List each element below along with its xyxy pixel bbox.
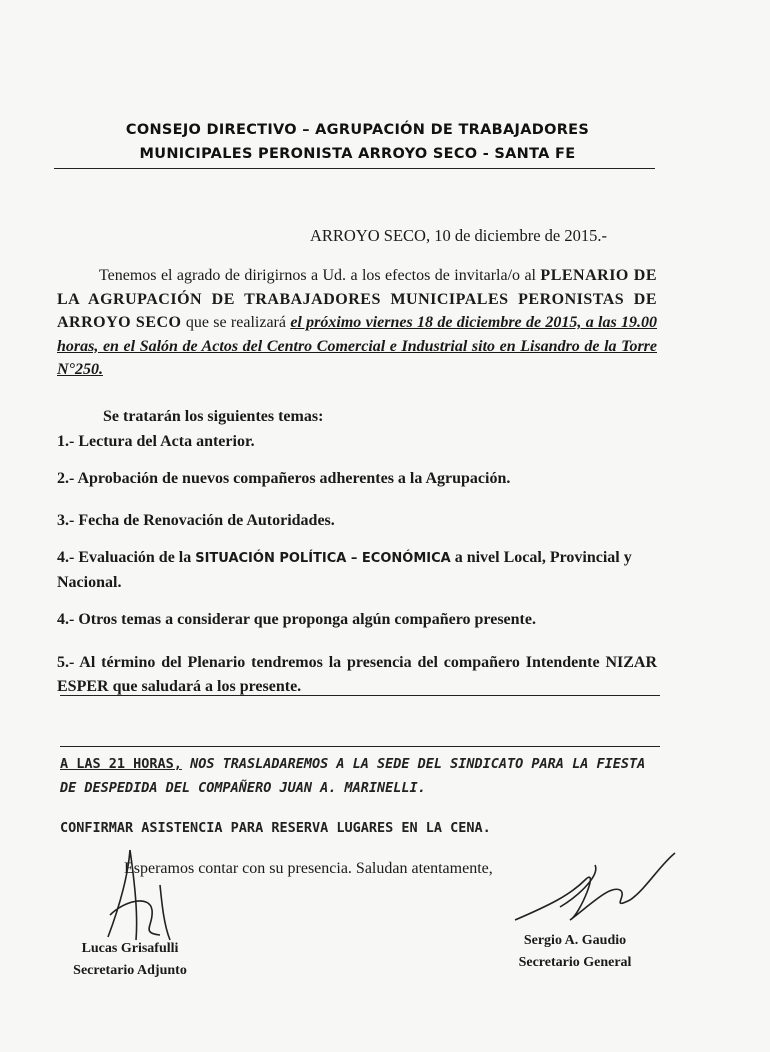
topic-item-4-other: 4.- Otros temas a considerar que proponga algún compañero presente. bbox=[57, 611, 536, 628]
invitation-intro: Tenemos el agrado de dirigirnos a Ud. a los efectos de invitarla/o al bbox=[99, 267, 536, 284]
header-divider bbox=[54, 168, 655, 169]
signatory-right bbox=[495, 930, 655, 974]
event-name: PLENARIO DE LA AGRUPACIÓN DE TRABAJADORES MUNICIPALES PERONISTAS DE ARROYO SECO bbox=[57, 267, 658, 331]
topic-4-highlight: SITUACIÓN POLÍTICA – ECONÓMICA bbox=[195, 551, 451, 566]
signatory-left-name: Lucas Grisafulli bbox=[81, 941, 179, 956]
confirm-attendance: CONFIRMAR ASISTENCIA PARA RESERVA LUGARES EN LA CENA. bbox=[60, 820, 491, 836]
letterhead-line-2: MUNICIPALES PERONISTA ARROYO SECO - SANTA FE bbox=[139, 146, 576, 162]
date-line: ARROYO SECO, 10 de diciembre de 2015.- bbox=[310, 226, 607, 245]
topic-4-prefix: 4.- Evaluación de la bbox=[57, 549, 192, 566]
signature-left-icon bbox=[90, 845, 190, 945]
signature-right-icon bbox=[510, 845, 680, 935]
divider-1 bbox=[60, 695, 660, 696]
notice-text: NOS TRASLADAREMOS A LA SEDE DEL SINDICATO PARA LA FIESTA DE DESPEDIDA DEL COMPAÑERO JUAN A. MARINELLI. bbox=[60, 756, 646, 796]
invitation-connector: que se realizará bbox=[185, 314, 286, 331]
topic-item-2: 2.- Aprobación de nuevos compañeros adherentes a la Agrupación. bbox=[57, 470, 511, 487]
topic-4-suffix: a nivel Local, Provincial y Nacional. bbox=[57, 549, 632, 591]
notice-time: A LAS 21 HORAS, bbox=[60, 756, 182, 772]
topic-item-1: 1.- Lectura del Acta anterior. bbox=[57, 433, 255, 450]
signatory-right-title: Secretario General bbox=[518, 955, 632, 970]
signatory-left bbox=[55, 938, 205, 982]
signatory-right-name: Sergio A. Gaudio bbox=[523, 933, 627, 948]
closing-line: Esperamos contar con su presencia. Saludan atentamente, bbox=[124, 860, 493, 877]
event-details: el próximo viernes 18 de diciembre de 2015, a las 19.00 horas, en el Salón de Actos del Centro Comercial e Industrial sito en Lisandro de la Torre N°250. bbox=[57, 314, 658, 378]
signatory-left-title: Secretario Adjunto bbox=[73, 963, 187, 978]
divider-2 bbox=[60, 746, 660, 747]
invitation-paragraph bbox=[57, 264, 657, 382]
letterhead bbox=[60, 118, 655, 166]
topic-item-4-evaluation bbox=[57, 546, 657, 595]
topic-item-5: 5.- Al término del Plenario tendremos la presencia del compañero Intendente NIZAR ESPER que saludará a los presente. bbox=[57, 654, 657, 695]
topic-item-3: 3.- Fecha de Renovación de Autoridades. bbox=[57, 512, 335, 529]
letterhead-line-1: CONSEJO DIRECTIVO – AGRUPACIÓN DE TRABAJADORES bbox=[125, 122, 590, 138]
topics-intro: Se tratarán los siguientes temas: bbox=[103, 408, 324, 425]
dinner-notice bbox=[60, 752, 660, 800]
